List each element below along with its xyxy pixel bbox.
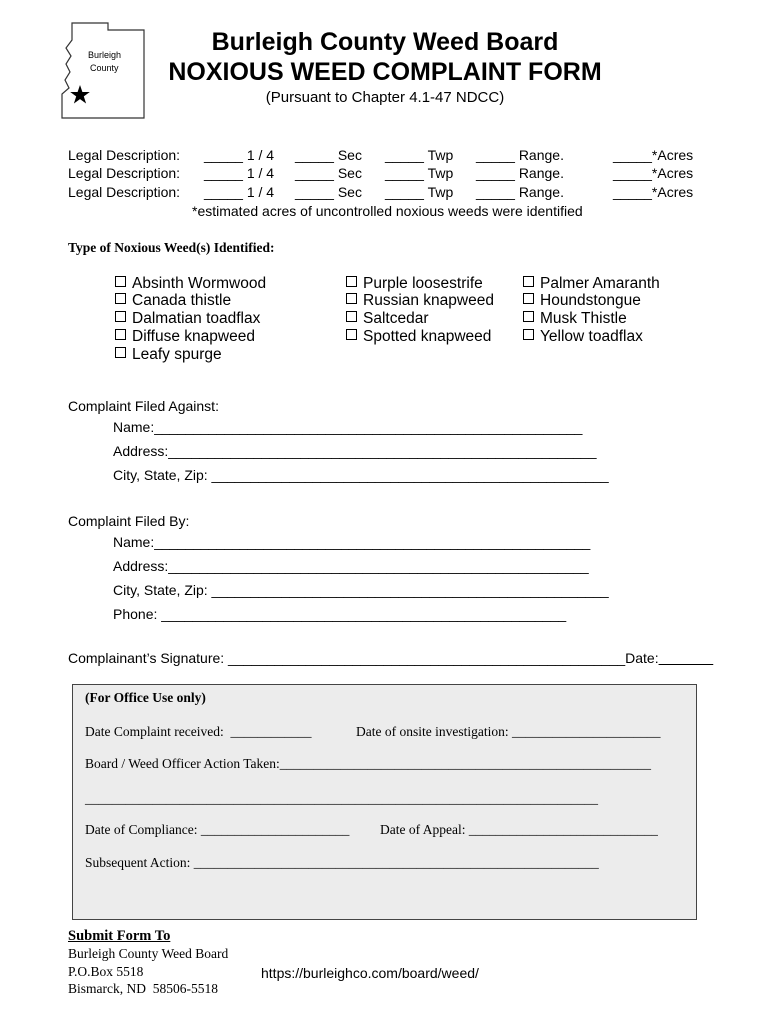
weed-option[interactable] (346, 292, 494, 310)
weed-option[interactable] (523, 310, 627, 328)
submit-line2: P.O.Box 5518 (68, 964, 144, 979)
compliance-date-field[interactable]: Date of Compliance: ______________________ (85, 822, 350, 837)
legal-twp-3[interactable]: _____ Twp (385, 184, 454, 200)
checkbox[interactable] (115, 311, 126, 322)
legal-label-1: Legal Description: (68, 147, 181, 163)
by-name-field[interactable]: Name:________________________________________________________ (113, 534, 591, 550)
weed-label: Dalmatian toadflax (132, 310, 261, 327)
appeal-date-field[interactable]: Date of Appeal: ____________________________ (380, 822, 658, 837)
legal-label-3: Legal Description: (68, 184, 181, 200)
website-link[interactable]: https://burleighco.com/board/weed/ (261, 965, 479, 981)
weed-option[interactable] (346, 275, 483, 293)
weed-option[interactable] (115, 310, 260, 328)
acres-note: *estimated acres of uncontrolled noxious weeds were identified (192, 203, 583, 219)
checkbox[interactable] (523, 276, 534, 287)
onsite-date-field[interactable]: Date of onsite investigation: ______________________ (356, 724, 661, 739)
legal-acres-2[interactable]: _____*Acres (613, 165, 694, 181)
signature-field[interactable] (68, 650, 713, 666)
by-phone-field[interactable]: Phone: ____________________________________________________ (113, 606, 567, 622)
signature-date-blank[interactable]: _______ (658, 650, 714, 666)
weed-option[interactable] (115, 328, 255, 346)
subsequent-action-field[interactable]: Subsequent Action: ____________________________________________________________ (85, 855, 599, 870)
weed-label: Yellow toadflax (540, 328, 643, 345)
legal-acres-3[interactable]: _____*Acres (613, 184, 694, 200)
checkbox[interactable] (346, 329, 357, 340)
weed-option[interactable] (115, 275, 266, 293)
weed-label: Diffuse knapweed (132, 328, 255, 345)
weed-label: Musk Thistle (540, 310, 627, 327)
checkbox[interactable] (115, 293, 126, 304)
weed-type-heading: Type of Noxious Weed(s) Identified: (68, 240, 275, 255)
checkbox[interactable] (115, 347, 126, 358)
weed-option[interactable] (523, 328, 643, 346)
weed-option[interactable] (115, 292, 231, 310)
signature-label: Complainant’s Signature: ___________________________________________________Date: (68, 650, 659, 666)
legal-sec-3[interactable]: _____ Sec (295, 184, 362, 200)
legal-quarter-2[interactable]: _____ 1 / 4 (204, 165, 275, 181)
weed-label: Purple loosestrife (363, 275, 483, 292)
legal-range-3[interactable]: _____ Range. (476, 184, 564, 200)
form-title: NOXIOUS WEED COMPLAINT FORM (168, 58, 602, 86)
legal-twp-2[interactable]: _____ Twp (385, 165, 454, 181)
against-city-field[interactable]: City, State, Zip: ___________________________________________________ (113, 467, 609, 483)
checkbox[interactable] (523, 293, 534, 304)
checkbox[interactable] (346, 293, 357, 304)
weed-label: Palmer Amaranth (540, 275, 660, 292)
weed-label: Saltcedar (363, 310, 429, 327)
legal-sec-1[interactable]: _____ Sec (295, 147, 362, 163)
weed-label: Absinth Wormwood (132, 275, 267, 292)
submit-line1: Burleigh County Weed Board (68, 946, 229, 961)
legal-sec-2[interactable]: _____ Sec (295, 165, 362, 181)
checkbox[interactable] (346, 311, 357, 322)
against-heading: Complaint Filed Against: (68, 398, 219, 414)
legal-quarter-3[interactable]: _____ 1 / 4 (204, 184, 275, 200)
form-subtitle: (Pursuant to Chapter 4.1-47 NDCC) (265, 89, 505, 106)
by-heading: Complaint Filed By: (68, 513, 190, 529)
by-address-field[interactable]: Address:______________________________________________________ (113, 558, 589, 574)
checkbox[interactable] (115, 329, 126, 340)
logo-text-line2: County (90, 63, 119, 73)
legal-range-1[interactable]: _____ Range. (476, 147, 564, 163)
legal-label-2: Legal Description: (68, 165, 181, 181)
weed-label: Leafy spurge (132, 346, 222, 363)
logo-text-line1: Burleigh (88, 50, 122, 60)
submit-line3: Bismarck, ND 58506-5518 (68, 981, 218, 996)
against-name-field[interactable]: Name:_______________________________________________________ (113, 419, 583, 435)
against-address-field[interactable]: Address:_______________________________________________________ (113, 443, 597, 459)
legal-range-2[interactable]: _____ Range. (476, 165, 564, 181)
checkbox[interactable] (115, 276, 126, 287)
office-heading: (For Office Use only) (85, 690, 206, 705)
checkbox[interactable] (523, 329, 534, 340)
weed-label: Canada thistle (132, 292, 232, 309)
submit-heading: Submit Form To (68, 928, 171, 944)
weed-option[interactable] (346, 310, 428, 328)
weed-option[interactable] (115, 346, 222, 364)
checkbox[interactable] (346, 276, 357, 287)
weed-label: Houndstongue (540, 292, 641, 309)
action-taken-line2[interactable]: ____________________________________________________________________________ (85, 791, 598, 806)
date-received-field[interactable]: Date Complaint received: ____________ (85, 724, 312, 739)
weed-option[interactable] (346, 328, 491, 346)
legal-acres-1[interactable]: _____*Acres (613, 147, 694, 163)
board-title: Burleigh County Weed Board (211, 28, 559, 56)
legal-twp-1[interactable]: _____ Twp (385, 147, 454, 163)
weed-option[interactable] (523, 292, 641, 310)
weed-label: Russian knapweed (363, 292, 494, 309)
legal-quarter-1[interactable]: _____ 1 / 4 (204, 147, 275, 163)
action-taken-field[interactable]: Board / Weed Officer Action Taken:_______________________________________________________ (85, 756, 652, 771)
weed-option[interactable] (523, 275, 660, 293)
weed-label: Spotted knapweed (363, 328, 492, 345)
by-city-field[interactable]: City, State, Zip: ___________________________________________________ (113, 582, 609, 598)
checkbox[interactable] (523, 311, 534, 322)
